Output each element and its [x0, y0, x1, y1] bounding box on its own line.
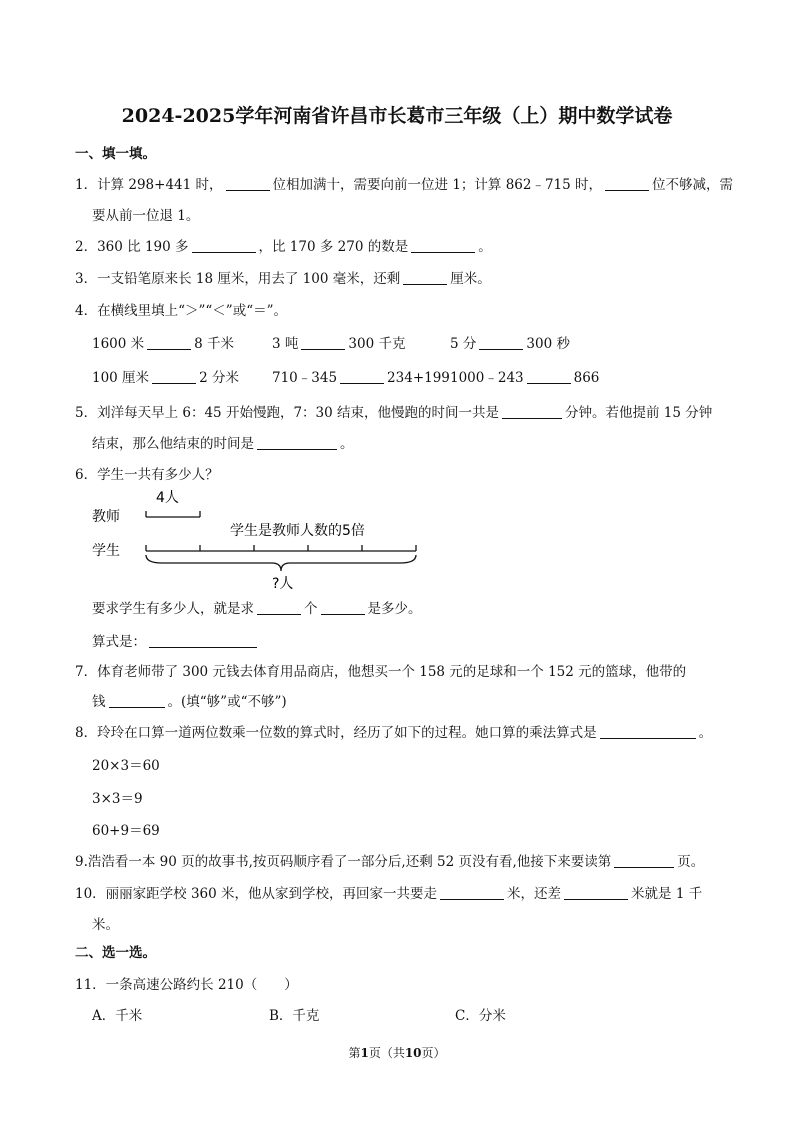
line-segment-diagram: [92, 487, 432, 592]
q4-row-2: [92, 369, 599, 387]
answer-blank[interactable]: [502, 405, 562, 419]
q7-text-c: 。(填“够”或“不够”): [167, 694, 287, 710]
q5-line-2: [92, 435, 354, 453]
answer-blank[interactable]: [440, 886, 504, 900]
total-brace: [146, 555, 416, 571]
q4-item-right: 8 千米: [194, 336, 235, 352]
q4-item-right: 300 秒: [526, 336, 570, 352]
q1-text-a: 1．计算 298+441 时，: [75, 177, 223, 193]
answer-blank[interactable]: [600, 725, 696, 739]
q3-text-b: 厘米。: [450, 271, 491, 287]
question-4: 4．在横线里填上“＞”“＜”或“＝”。: [75, 303, 287, 319]
q10-text-c: 米就是 1 千: [631, 886, 703, 902]
q10-text-d: 米。: [92, 917, 119, 933]
q8-step-2: 3×3＝9: [92, 791, 143, 807]
q6-text-b: 要求学生有多少人，就是求: [92, 601, 254, 617]
question-3: [75, 270, 491, 288]
answer-blank[interactable]: [564, 886, 628, 900]
unknown-total-label: ?人: [272, 576, 294, 592]
q5-text-a: 5．刘洋每天早上 6：45 开始慢跑，7：30 结束，他慢跑的时间一共是: [75, 405, 499, 421]
q1-text-d: 要从前一位退 1。: [92, 208, 200, 224]
page-number: 1: [360, 1046, 369, 1060]
answer-blank[interactable]: [605, 177, 649, 191]
section-heading-fill: 一、填一填。: [75, 146, 156, 162]
question-8: [75, 724, 712, 742]
student-label: 学生: [92, 543, 120, 559]
answer-blank[interactable]: [192, 239, 256, 253]
page-title: 2024-2025学年河南省许昌市长葛市三年级（上）期中数学试卷: [121, 105, 673, 127]
footer-text: 页（共: [368, 1046, 405, 1060]
q4-item-left: 5 分: [450, 336, 477, 352]
student-segment: [146, 545, 416, 551]
q8-step-3: 60+9＝69: [92, 823, 160, 839]
q8-text-b: 。: [698, 725, 713, 741]
answer-blank[interactable]: [340, 370, 384, 384]
q4-item-left: 1000﹣243: [450, 370, 524, 386]
q10-text-b: 米，还差: [507, 886, 562, 902]
answer-blank[interactable]: [149, 634, 257, 648]
q9-text-b: 页。: [677, 854, 705, 870]
answer-blank[interactable]: [257, 601, 301, 615]
answer-blank[interactable]: [479, 336, 523, 350]
answer-blank[interactable]: [226, 177, 270, 191]
question-9: [75, 853, 704, 871]
q4-item-left: 100 厘米: [92, 370, 150, 386]
q4-item-right: 234+199: [387, 370, 450, 386]
q2-text-a: 2．360 比 190 多: [75, 239, 189, 255]
footer-text: 页）: [421, 1046, 446, 1060]
q4-item-right: 2 分米: [199, 370, 239, 386]
q4-item-right: 866: [573, 370, 600, 386]
question-10: [75, 885, 702, 903]
answer-blank[interactable]: [614, 854, 674, 868]
q6-text-d: 是多少。: [367, 601, 422, 617]
q11-options: [92, 1007, 506, 1025]
multiple-note: 学生是教师人数的5倍: [230, 523, 365, 539]
answer-blank[interactable]: [527, 370, 571, 384]
answer-blank[interactable]: [301, 336, 345, 350]
q4-item-left: 710﹣345: [272, 370, 338, 386]
teacher-label: 教师: [92, 509, 120, 525]
answer-blank[interactable]: [411, 239, 475, 253]
q4-row-1: [92, 335, 570, 353]
q6-line-2: [92, 600, 422, 618]
question-7: 7．体育老师带了 300 元钱去体育用品商店，他想买一个 158 元的足球和一个 152 元的篮球，他带的: [75, 664, 687, 680]
q6-text-c: 个: [304, 601, 318, 617]
q5-text-c: 结束，那么他结束的时间是: [92, 436, 254, 452]
q5-text-b: 分钟。若他提前 15 分钟: [565, 405, 713, 421]
answer-blank[interactable]: [257, 436, 337, 450]
teacher-segment: [146, 511, 200, 517]
question-5: [75, 404, 712, 422]
q2-text-b: ，比 170 多 270 的数是: [258, 239, 409, 255]
q1-text-c: 位不够减，需: [652, 177, 734, 193]
section-heading-choose: 二、选一选。: [75, 945, 156, 961]
q4-item-left: 3 吨: [272, 336, 299, 352]
q4-item-right: 300 千克: [348, 336, 406, 352]
teacher-count-label: 4人: [156, 490, 179, 506]
answer-blank[interactable]: [321, 601, 365, 615]
footer-text: 第: [348, 1046, 361, 1060]
page-footer: [0, 1044, 794, 1061]
answer-blank[interactable]: [152, 370, 196, 384]
total-pages: 10: [404, 1046, 422, 1060]
q6-line-3: [92, 633, 260, 651]
q8-step-1: 20×3＝60: [92, 758, 160, 774]
question-2: [75, 238, 492, 256]
q10-text-a: 10．丽丽家距学校 360 米，他从家到学校，再回家一共要走: [75, 886, 438, 902]
q7-text-b: 钱: [92, 694, 106, 710]
q1-text-b: 位相加满十，需要向前一位进 1；计算 862﹣715 时，: [272, 177, 603, 193]
option-b[interactable]: B．千克: [269, 1008, 320, 1024]
q6-text-e: 算式是：: [92, 634, 146, 650]
question-6: 6．学生一共有多少人？: [75, 467, 219, 483]
q5-text-d: 。: [340, 436, 354, 452]
q9-text-a: 9.浩浩看一本 90 页的故事书,按页码顺序看了一部分后,还剩 52 页没有看,他接下来要读第: [75, 854, 612, 870]
question-1: [75, 176, 733, 194]
question-11: 11．一条高速公路约长 210（ ）: [75, 977, 298, 993]
q2-text-c: 。: [478, 239, 492, 255]
q7-line-2: [92, 693, 287, 711]
q4-item-left: 1600 米: [92, 336, 145, 352]
answer-blank[interactable]: [403, 271, 447, 285]
answer-blank[interactable]: [147, 336, 191, 350]
q8-text-a: 8．玲玲在口算一道两位数乘一位数的算式时，经历了如下的过程。她口算的乘法算式是: [75, 725, 597, 741]
option-c[interactable]: C．分米: [455, 1008, 506, 1024]
answer-blank[interactable]: [109, 694, 165, 708]
q3-text-a: 3．一支铅笔原来长 18 厘米，用去了 100 毫米，还剩: [75, 271, 401, 287]
option-a[interactable]: A．千米: [92, 1008, 143, 1024]
